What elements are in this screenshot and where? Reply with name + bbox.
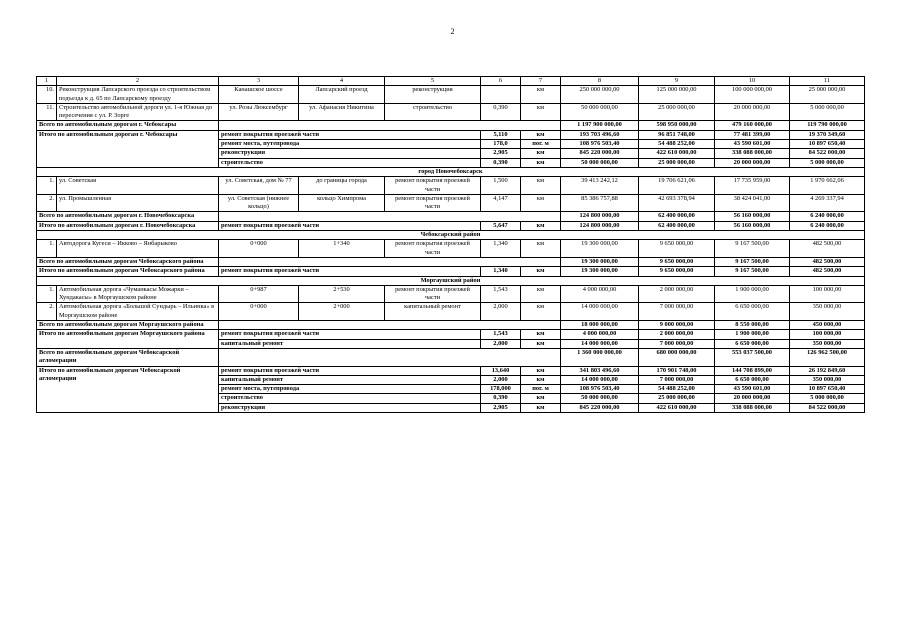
road-name: ул. Промышленная — [57, 194, 219, 212]
unit: км — [521, 240, 561, 258]
amount-column-10: 9 167 500,00 — [715, 267, 790, 276]
amount-column-11: 100 000,00 — [790, 330, 865, 339]
summary-label: Итого по автомобильным дорогам Моргаушского района — [37, 330, 219, 349]
unit: пог. м — [521, 385, 561, 394]
amount-column-9: 62 400 000,00 — [639, 212, 715, 221]
amount-column-9: 54 488 252,00 — [639, 140, 715, 149]
amount-total: 39 413 242,12 — [561, 177, 639, 195]
amount-column-11: 84 522 000,00 — [790, 403, 865, 412]
section-end: 2+000 — [299, 303, 385, 321]
unit: км — [521, 394, 561, 403]
work-type: ремонт покрытия проезжей части — [385, 177, 481, 195]
table-row — [37, 177, 865, 195]
summary-label: Итого по автомобильным дорогам Чебоксарского района — [37, 267, 219, 276]
amount-total: 50 000 000,00 — [561, 158, 639, 167]
summary-row — [37, 267, 865, 276]
amount-column-10: 6 650 000,00 — [715, 303, 790, 321]
road-name: Реконструкция Лапсарского проезда со строительством подъезда к д. 65 по Лапсарскому проезду — [57, 86, 219, 104]
work-type: ремонт покрытия проезжей части — [385, 194, 481, 212]
work-type: ремонт покрытия проезжей части — [219, 366, 481, 375]
amount-column-9: 598 950 000,00 — [639, 121, 715, 130]
total-label: Всего по автомобильным дорогам Моргаушского района — [37, 321, 219, 330]
section-title: Чебоксарский район — [37, 231, 865, 240]
section-header — [37, 276, 865, 285]
amount-column-11: 350 000,00 — [790, 339, 865, 348]
length: 1,340 — [481, 267, 521, 276]
unit: пог. м — [521, 140, 561, 149]
amount-column-11: 119 790 000,00 — [790, 121, 865, 130]
column-number: 2 — [57, 77, 219, 86]
unit: км — [521, 194, 561, 212]
work-type: реконструкция — [219, 149, 481, 158]
length: 1,340 — [481, 240, 521, 258]
unit: км — [521, 366, 561, 375]
amount-total: 341 803 496,60 — [561, 366, 639, 375]
amount-column-11: 1 970 662,06 — [790, 177, 865, 195]
amount-column-9: 9 650 000,00 — [639, 240, 715, 258]
section-title: город Новочебоксарск — [37, 167, 865, 176]
work-type: ремонт покрытия проезжей части — [219, 267, 481, 276]
unit: км — [521, 375, 561, 384]
work-type: капитальный ремонт — [385, 303, 481, 321]
length: 178,000 — [481, 385, 521, 394]
work-type: строительство — [385, 103, 481, 121]
amount-total: 124 800 000,00 — [561, 212, 639, 221]
column-number: 10 — [715, 77, 790, 86]
total-empty — [219, 212, 561, 221]
road-name: ул. Советская — [57, 177, 219, 195]
amount-column-11: 350 000,00 — [790, 375, 865, 384]
unit: км — [521, 303, 561, 321]
length: 178,0 — [481, 140, 521, 149]
amount-total: 250 000 000,00 — [561, 86, 639, 104]
total-label: Всего по автомобильным дорогам Чебоксарской агломерации — [37, 348, 219, 366]
amount-column-10: 338 088 000,00 — [715, 149, 790, 158]
unit: км — [521, 267, 561, 276]
amount-column-9: 9 650 000,00 — [639, 267, 715, 276]
column-number: 1 — [37, 77, 57, 86]
total-empty — [219, 348, 561, 366]
length: 0,390 — [481, 103, 521, 121]
amount-column-9: 19 706 621,06 — [639, 177, 715, 195]
column-number: 3 — [219, 77, 299, 86]
amount-column-11: 5 000 000,00 — [790, 103, 865, 121]
amount-column-11: 5 000 000,00 — [790, 394, 865, 403]
length: 1,543 — [481, 285, 521, 303]
amount-column-9: 25 000 000,00 — [639, 158, 715, 167]
section-header — [37, 167, 865, 176]
amount-total: 845 220 000,00 — [561, 403, 639, 412]
column-number: 8 — [561, 77, 639, 86]
total-row — [37, 348, 865, 366]
column-number: 6 — [481, 77, 521, 86]
unit: км — [521, 103, 561, 121]
amount-column-9: 25 000 000,00 — [639, 394, 715, 403]
row-number: 1. — [37, 285, 57, 303]
length: 1,543 — [481, 330, 521, 339]
amount-total: 19 300 000,00 — [561, 240, 639, 258]
amount-column-11: 126 962 500,00 — [790, 348, 865, 366]
amount-column-9: 7 000 000,00 — [639, 339, 715, 348]
amount-column-9: 54 488 252,00 — [639, 385, 715, 394]
amount-total: 845 220 000,00 — [561, 149, 639, 158]
total-row — [37, 212, 865, 221]
amount-column-10: 56 160 000,00 — [715, 221, 790, 230]
amount-column-10: 20 000 000,00 — [715, 158, 790, 167]
section-end: ул. Афанасия Никитина — [299, 103, 385, 121]
amount-column-11: 19 370 349,60 — [790, 130, 865, 139]
total-row — [37, 121, 865, 130]
amount-column-11: 6 240 000,00 — [790, 221, 865, 230]
length: 2,000 — [481, 375, 521, 384]
summary-row — [37, 330, 865, 339]
amount-column-9: 7 000 000,00 — [639, 375, 715, 384]
total-label: Всего по автомобильным дорогам г. Чебоксары — [37, 121, 219, 130]
table-row — [37, 285, 865, 303]
amount-column-9: 422 610 000,00 — [639, 149, 715, 158]
amount-column-11: 482 500,00 — [790, 267, 865, 276]
row-number: 2. — [37, 194, 57, 212]
amount-column-10: 144 708 899,00 — [715, 366, 790, 375]
section-end: Лапсарский проезд — [299, 86, 385, 104]
road-name: Автомобильная дорога «Чуманкасы Можарки – Хундакасы» в Моргаушском районе — [57, 285, 219, 303]
length: 4,147 — [481, 194, 521, 212]
row-number: 2. — [37, 303, 57, 321]
table-body — [37, 77, 865, 413]
unit: км — [521, 149, 561, 158]
work-type: ремонт покрытия проезжей части — [219, 221, 481, 230]
amount-column-9: 9 000 000,00 — [639, 321, 715, 330]
unit: км — [521, 177, 561, 195]
length: 5,647 — [481, 221, 521, 230]
unit: км — [521, 339, 561, 348]
amount-column-11: 100 000,00 — [790, 285, 865, 303]
amount-column-10: 1 900 000,00 — [715, 285, 790, 303]
amount-column-10: 479 160 000,00 — [715, 121, 790, 130]
column-number: 11 — [790, 77, 865, 86]
row-number: 11. — [37, 103, 57, 121]
section-start: Канашское шоссе — [219, 86, 299, 104]
table-row — [37, 240, 865, 258]
table-row — [37, 194, 865, 212]
amount-column-9: 125 000 000,00 — [639, 86, 715, 104]
section-end: до границы города — [299, 177, 385, 195]
column-number: 5 — [385, 77, 481, 86]
amount-column-10: 38 424 041,00 — [715, 194, 790, 212]
row-number: 1. — [37, 177, 57, 195]
amount-column-10: 56 160 000,00 — [715, 212, 790, 221]
summary-label: Итого по автомобильным дорогам г. Чебоксары — [37, 130, 219, 167]
amount-column-9: 7 000 000,00 — [639, 303, 715, 321]
length: 2,905 — [481, 149, 521, 158]
total-label: Всего по автомобильным дорогам Чебоксарского района — [37, 257, 219, 266]
amount-column-11: 84 522 000,00 — [790, 149, 865, 158]
unit: км — [521, 86, 561, 104]
length: 1,500 — [481, 177, 521, 195]
work-type: ремонт покрытия проезжей части — [385, 285, 481, 303]
amount-column-11: 482 500,00 — [790, 257, 865, 266]
section-start: 0+000 — [219, 303, 299, 321]
section-start: ул. Советская (нижнее кольцо) — [219, 194, 299, 212]
total-row — [37, 257, 865, 266]
length: 5,110 — [481, 130, 521, 139]
amount-column-11: 482 500,00 — [790, 240, 865, 258]
amount-total: 85 386 757,88 — [561, 194, 639, 212]
section-start: ул. Советская, дом № 77 — [219, 177, 299, 195]
amount-column-11: 25 000 000,00 — [790, 86, 865, 104]
amount-column-9: 422 610 000,00 — [639, 403, 715, 412]
amount-column-11: 6 240 000,00 — [790, 212, 865, 221]
amount-column-9: 2 000 000,00 — [639, 330, 715, 339]
amount-column-9: 9 650 000,00 — [639, 257, 715, 266]
amount-column-10: 77 481 399,00 — [715, 130, 790, 139]
work-type: ремонт покрытия проезжей части — [219, 130, 481, 139]
length — [481, 86, 521, 104]
amount-column-9: 2 000 000,00 — [639, 285, 715, 303]
amount-total: 108 976 503,40 — [561, 385, 639, 394]
column-number-row — [37, 77, 865, 86]
amount-total: 14 000 000,00 — [561, 303, 639, 321]
section-start: 0+987 — [219, 285, 299, 303]
work-type: ремонт покрытия проезжей части — [385, 240, 481, 258]
amount-column-11: 10 897 650,40 — [790, 385, 865, 394]
unit: км — [521, 403, 561, 412]
amount-total: 4 000 000,00 — [561, 285, 639, 303]
work-type: ремонт моста, путепровода — [219, 385, 481, 394]
amount-total: 14 000 000,00 — [561, 375, 639, 384]
road-works-table — [36, 76, 865, 413]
amount-column-11: 10 897 650,40 — [790, 140, 865, 149]
road-name: Автодорога Кугеси – Икково – Янбарыково — [57, 240, 219, 258]
row-number: 1. — [37, 240, 57, 258]
section-title: Моргаушский район — [37, 276, 865, 285]
amount-column-9: 62 400 000,00 — [639, 221, 715, 230]
amount-column-10: 6 650 000,00 — [715, 339, 790, 348]
amount-column-11: 26 192 849,60 — [790, 366, 865, 375]
amount-column-11: 450 000,00 — [790, 321, 865, 330]
amount-total: 1 197 900 000,00 — [561, 121, 639, 130]
amount-column-10: 17 735 959,00 — [715, 177, 790, 195]
section-start: ул. Розы Люксембург — [219, 103, 299, 121]
length: 0,390 — [481, 158, 521, 167]
amount-column-11: 5 000 000,00 — [790, 158, 865, 167]
section-end: 2+530 — [299, 285, 385, 303]
amount-total: 50 000 000,00 — [561, 394, 639, 403]
amount-column-10: 9 167 500,00 — [715, 240, 790, 258]
table-row — [37, 103, 865, 121]
amount-column-9: 680 000 000,00 — [639, 348, 715, 366]
section-start: 0+000 — [219, 240, 299, 258]
total-label: Всего по автомобильным дорогам г. Новочебоксарска — [37, 212, 219, 221]
length: 2,000 — [481, 303, 521, 321]
amount-column-10: 43 590 601,00 — [715, 385, 790, 394]
table-row — [37, 86, 865, 104]
total-row — [37, 321, 865, 330]
amount-column-10: 6 650 000,00 — [715, 375, 790, 384]
amount-column-9: 42 693 378,94 — [639, 194, 715, 212]
amount-total: 193 703 496,60 — [561, 130, 639, 139]
total-empty — [219, 121, 561, 130]
length: 0,390 — [481, 394, 521, 403]
page-number: 2 — [450, 27, 455, 36]
amount-total: 1 360 000 000,00 — [561, 348, 639, 366]
work-type: капитальный ремонт — [219, 375, 481, 384]
amount-column-10: 8 550 000,00 — [715, 321, 790, 330]
amount-column-10: 553 037 500,00 — [715, 348, 790, 366]
amount-total: 108 976 503,40 — [561, 140, 639, 149]
unit: км — [521, 285, 561, 303]
work-type: ремонт моста, путепровода — [219, 140, 481, 149]
summary-label: Итого по автомобильным дорогам Чебоксарской агломерации — [37, 366, 219, 412]
amount-column-10: 9 167 500,00 — [715, 257, 790, 266]
column-number: 9 — [639, 77, 715, 86]
work-type: капитальный ремонт — [219, 339, 481, 348]
work-type: строительство — [219, 394, 481, 403]
total-empty — [219, 321, 561, 330]
amount-column-9: 25 000 000,00 — [639, 103, 715, 121]
amount-total: 19 300 000,00 — [561, 267, 639, 276]
summary-row — [37, 366, 865, 375]
road-name: Автомобильная дорога «Большой Сундырь – Ильинка» в Моргаушском районе — [57, 303, 219, 321]
unit: км — [521, 158, 561, 167]
amount-total: 124 800 000,00 — [561, 221, 639, 230]
amount-column-10: 1 900 000,00 — [715, 330, 790, 339]
work-type: реконструкция — [385, 86, 481, 104]
row-number: 10. — [37, 86, 57, 104]
unit: км — [521, 330, 561, 339]
road-name: Строительство автомобильной дороги ул. 1-я Южная до пересечения с ул. Р. Зорге — [57, 103, 219, 121]
column-number: 7 — [521, 77, 561, 86]
amount-column-11: 350 000,00 — [790, 303, 865, 321]
amount-column-11: 4 269 337,94 — [790, 194, 865, 212]
work-type: реконструкция — [219, 403, 481, 412]
section-end: 1+340 — [299, 240, 385, 258]
amount-total: 14 000 000,00 — [561, 339, 639, 348]
amount-total: 50 000 000,00 — [561, 103, 639, 121]
section-end: кольцо Химпрома — [299, 194, 385, 212]
amount-column-10: 100 000 000,00 — [715, 86, 790, 104]
amount-column-9: 170 901 748,00 — [639, 366, 715, 375]
unit: км — [521, 130, 561, 139]
amount-column-10: 338 088 000,00 — [715, 403, 790, 412]
summary-label: Итого по автомобильным дорогам г. Новочебоксарска — [37, 221, 219, 230]
work-type: ремонт покрытия проезжей части — [219, 330, 481, 339]
work-type: строительство — [219, 158, 481, 167]
length: 2,905 — [481, 403, 521, 412]
section-header — [37, 231, 865, 240]
total-empty — [219, 257, 561, 266]
summary-row — [37, 130, 865, 139]
amount-column-10: 20 000 000,00 — [715, 394, 790, 403]
amount-total: 4 000 000,00 — [561, 330, 639, 339]
length: 13,640 — [481, 366, 521, 375]
length: 2,000 — [481, 339, 521, 348]
unit: км — [521, 221, 561, 230]
amount-column-10: 43 590 601,00 — [715, 140, 790, 149]
amount-total: 18 000 000,00 — [561, 321, 639, 330]
column-number: 4 — [299, 77, 385, 86]
amount-column-10: 20 000 000,00 — [715, 103, 790, 121]
amount-column-9: 96 851 748,00 — [639, 130, 715, 139]
summary-row — [37, 221, 865, 230]
table-row — [37, 303, 865, 321]
amount-total: 19 300 000,00 — [561, 257, 639, 266]
